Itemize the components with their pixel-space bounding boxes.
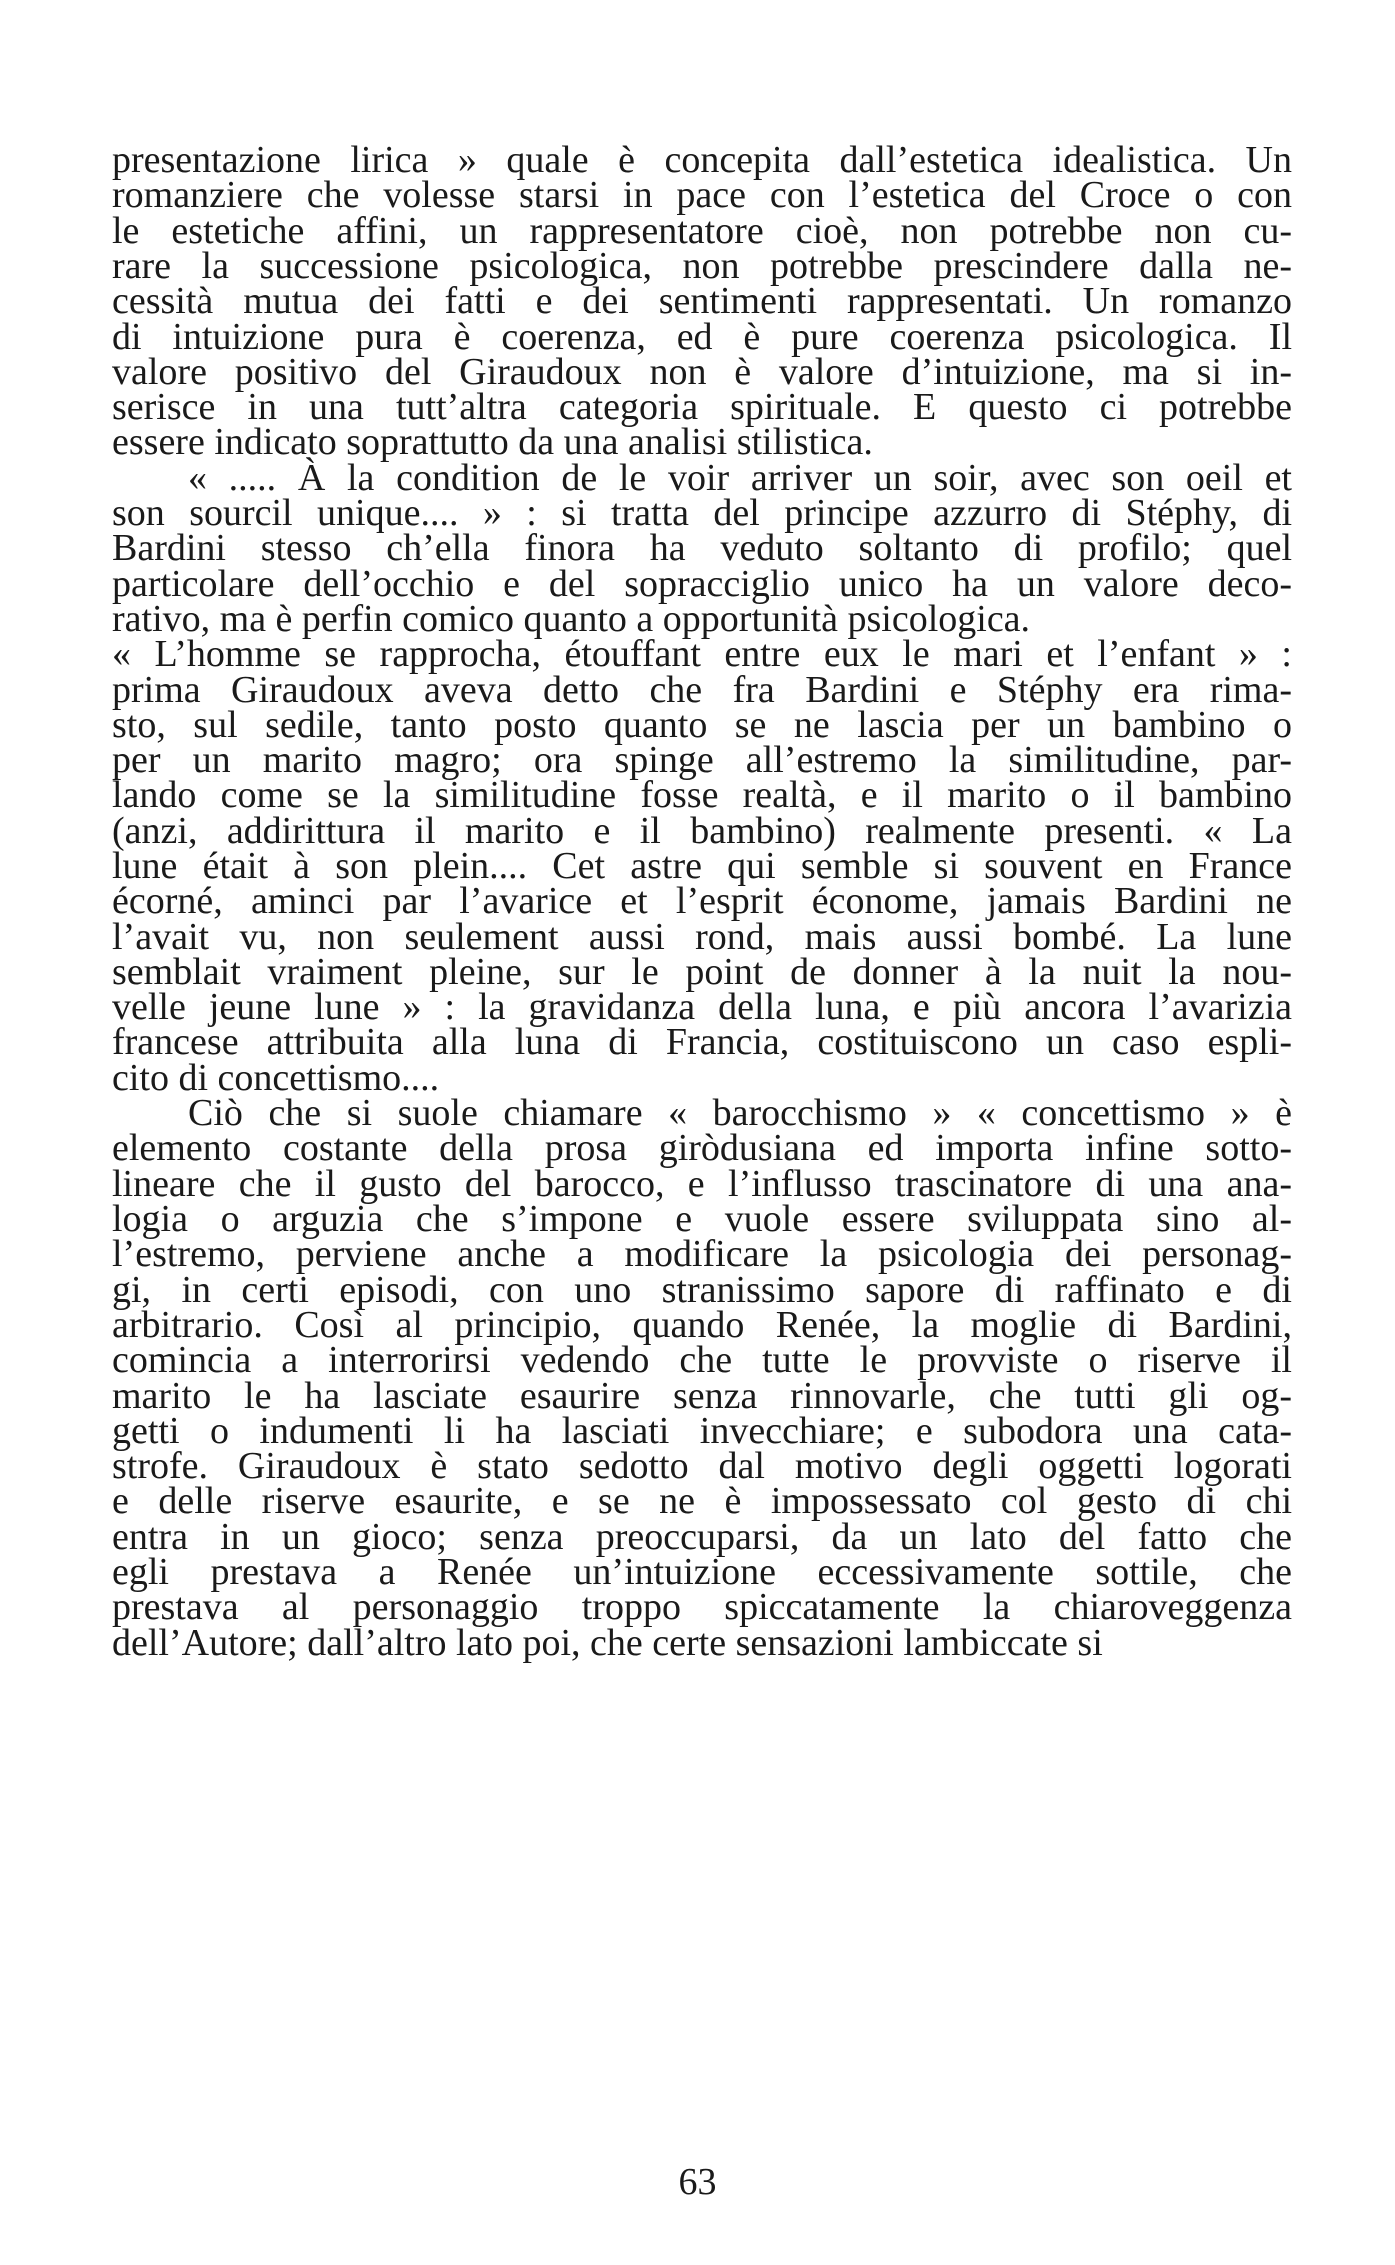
text-line: rare la successione psicologica, non potrebbe prescindere dalla ne-	[112, 245, 1292, 287]
text-line: cito di concettismo....	[112, 1057, 440, 1099]
text-line: valore positivo del Giraudoux non è valore d’intuizione, ma si in-	[112, 351, 1292, 393]
text-line: prima Giraudoux aveva detto che fra Bardini e Stéphy era rima-	[112, 669, 1292, 711]
text-line: Bardini stesso ch’ella finora ha veduto soltanto di profilo; quel	[112, 527, 1292, 569]
text-line: « L’homme se rapprocha, étouffant entre eux le mari et l’enfant » :	[112, 633, 1292, 675]
text-line: egli prestava a Renée un’intuizione eccessivamente sottile, che	[112, 1551, 1292, 1593]
text-line: romanziere che volesse starsi in pace con l’estetica del Croce o con	[112, 174, 1292, 216]
text-line: « ..... À la condition de le voir arriver un soir, avec son oeil et	[188, 457, 1292, 499]
text-line: entra in un gioco; senza preoccuparsi, da un lato del fatto che	[112, 1516, 1292, 1558]
text-line: prestava al personaggio troppo spiccatamente la chiaroveggenza	[112, 1586, 1292, 1628]
text-line: son sourcil unique.... » : si tratta del principe azzurro di Stéphy, di	[112, 492, 1292, 534]
text-line: comincia a interrorirsi vedendo che tutte le provviste o riserve il	[112, 1339, 1292, 1381]
text-line: lune était à son plein.... Cet astre qui semble si souvent en France	[112, 845, 1292, 887]
text-line: marito le ha lasciate esaurire senza rinnovarle, che tutti gli og-	[112, 1375, 1292, 1417]
text-line: l’estremo, perviene anche a modificare la psicologia dei personag-	[112, 1233, 1292, 1275]
text-line: per un marito magro; ora spinge all’estremo la similitudine, par-	[112, 739, 1292, 781]
text-line: elemento costante della prosa giròdusiana ed importa infine sotto-	[112, 1127, 1292, 1169]
text-line: arbitrario. Così al principio, quando Renée, la moglie di Bardini,	[112, 1304, 1292, 1346]
text-line: semblait vraiment pleine, sur le point de donner à la nuit la nou-	[112, 951, 1292, 993]
text-line: francese attribuita alla luna di Francia, costituiscono un caso espli-	[112, 1021, 1292, 1063]
text-line: lando come se la similitudine fosse realtà, e il marito o il bambino	[112, 774, 1292, 816]
text-line: presentazione lirica » quale è concepita dall’estetica idealistica. Un	[112, 139, 1292, 181]
text-line: logia o arguzia che s’impone e vuole essere sviluppata sino al-	[112, 1198, 1292, 1240]
text-line: sto, sul sedile, tanto posto quanto se ne lascia per un bambino o	[112, 704, 1292, 746]
text-line: strofe. Giraudoux è stato sedotto dal motivo degli oggetti logorati	[112, 1445, 1292, 1487]
page-number: 63	[678, 2161, 717, 2203]
text-line: velle jeune lune » : la gravidanza della luna, e più ancora l’avarizia	[112, 986, 1292, 1028]
text-line: Ciò che si suole chiamare « barocchismo » « concettismo » è	[188, 1092, 1292, 1134]
text-line: écorné, aminci par l’avarice et l’esprit économe, jamais Bardini ne	[112, 880, 1292, 922]
text-line: di intuizione pura è coerenza, ed è pure coerenza psicologica. Il	[112, 316, 1292, 358]
text-line: lineare che il gusto del barocco, e l’influsso trascinatore di una ana-	[112, 1163, 1292, 1205]
text-line: e delle riserve esaurite, e se ne è impossessato col gesto di chi	[112, 1480, 1292, 1522]
text-line: l’avait vu, non seulement aussi rond, mais aussi bombé. La lune	[112, 916, 1292, 958]
text-line: gi, in certi episodi, con uno stranissimo sapore di raffinato e di	[112, 1269, 1292, 1311]
text-line: dell’Autore; dall’altro lato poi, che certe sensazioni lambiccate si	[112, 1622, 1103, 1664]
text-line: le estetiche affini, un rappresentatore cioè, non potrebbe non cu-	[112, 210, 1292, 252]
text-line: (anzi, addirittura il marito e il bambino) realmente presenti. « La	[112, 810, 1292, 852]
text-line: essere indicato soprattutto da una analisi stilistica.	[112, 421, 873, 463]
text-line: getti o indumenti li ha lasciati invecchiare; e subodora una cata-	[112, 1410, 1292, 1452]
text-line: rativo, ma è perfin comico quanto a opportunità psicologica.	[112, 598, 1031, 640]
text-line: cessità mutua dei fatti e dei sentimenti rappresentati. Un romanzo	[112, 280, 1292, 322]
text-line: particolare dell’occhio e del sopracciglio unico ha un valore deco-	[112, 563, 1292, 605]
text-line: serisce in una tutt’altra categoria spirituale. E questo ci potrebbe	[112, 386, 1292, 428]
